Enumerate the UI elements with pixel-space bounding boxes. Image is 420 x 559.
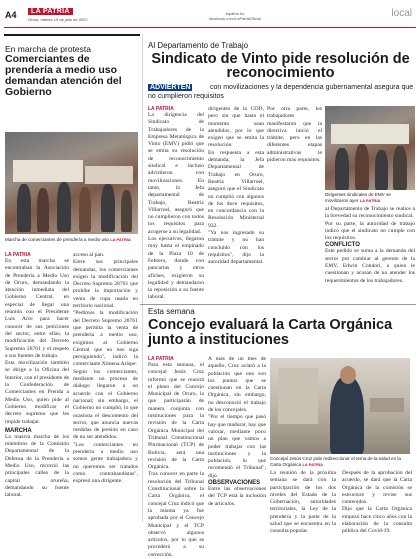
header-facebook: facebook.com/LaPatriaOficial	[208, 16, 262, 21]
bottom-col2-p3: Entre las observaciones del TCP está la inclusión de artículos.	[208, 486, 266, 507]
left-story-col2	[73, 252, 138, 486]
newspaper-logo: LA PATRIA	[28, 8, 73, 15]
top-caption-text: Dirigentes sindicales de EMV se movilizaron ayer	[325, 192, 391, 203]
top-col2-p1: dirigentes de la COD, pero sin que hasta el momento sean atendidos, por lo que exigen que se emita la resolución.	[208, 106, 264, 149]
left-story-kicker: En marcha de protesta	[5, 44, 91, 54]
bottom-caption-text: Concejal Jesús Cruz pide redireccionar el tema de la salud en la Carta Orgánica	[270, 456, 401, 467]
bottom-story-rule	[140, 304, 416, 305]
top-col2-p2: En respuesta a esta demanda, la Jefa Departamental de Trabajo en Oruro, Beatriz Villarroel, aseguró que el Sindicato no cumplió con algunos de los doce requisitos, en concordancia con la Resolución Ministerial 932.	[208, 149, 264, 229]
bottom-story-kicker: Esta semana	[148, 307, 195, 316]
top-col1-p1: La dirigencia del Sindicato de Trabajadores de la Empresa Metalúrgica de Vinto (EMV) pidió que se emita su resolución de reconocimiento sindical e incluso advirtieron con movilizaciones. En tanto, la Jefa departamental de Trabajo, Beatriz Villarroel, aseguró que no cumplieron con todos los requisitos para acogerse a su legalidad.	[148, 112, 204, 235]
top-subhead: CONFLICTO	[325, 242, 360, 249]
bottom-col1-p2: Tras conocer en parte la resolución del Tribunal Constitucional sobre la Carta Orgánica, el concejal Cruz indicó que la misma ya fue aprobada por el Concejo Municipal y el TCP observó algunos artículos, por lo que se procederá a su corrección.	[148, 471, 204, 558]
left-col2-p1: acceso al pan.	[73, 252, 105, 258]
top-caption-credit: LA PATRIA	[359, 198, 381, 203]
left-col2-p3: "Pedimos la modificación del Decreto Supremo 28761 que permita la venta de prendería a medio uso, exigimos al Gobierno Central que no nos siga persiguiendo", indicó la comerciante Ximena Arispe.	[73, 310, 138, 368]
top-byline: LA PATRIA	[148, 106, 174, 112]
top-story-col2	[208, 106, 264, 301]
issue-date: Oruro, martes 19 de julio de 2022	[28, 17, 88, 22]
advierten-text: con movilizaciones y la dependencia gubernamental asegura que	[210, 84, 414, 91]
top-col4-p3: Este pedido se suma a la demanda del sector por cambiar al gerente de la EMV, Edwin Condori, a quien le cuestionan y acusan de no atender los requerimientos de los trabajadores.	[325, 248, 415, 284]
left-byline: LA PATRIA	[5, 252, 31, 258]
bottom-caption-credit: LA PATRIA	[302, 462, 324, 467]
bottom-col2-p1: A más de un mes de aquello, Cruz aclaró a la población que uno son los puntos que se cuestionan en la Carta Orgánica, sin embargo, no desconoció el trabajo de los concejales.	[208, 356, 266, 414]
left-subhead: MARCHA	[5, 427, 32, 434]
left-col1-p2: Esta movilización también se dirige a la Oficina del Interior, con el presidente de la Confederación de Comerciantes en Prenda a Medio Uso, quien pide al Gobierno modificar el decreto supremo que les impide trabajar.	[5, 360, 69, 425]
top-story-col1	[148, 106, 204, 301]
left-col2-p4: Según los comerciantes, mediante un proceso de diálogo llegaron a un acuerdo con el Gobierno nacional; sin embargo, el Gobierno no cumplió, lo que ocasiona el descontento del sector, que anuncia nuevas medidas de presión en caso de no ser atendidos.	[73, 368, 138, 441]
left-story-title: Comerciantes de prendería a medio uso demandan atención del Gobierno	[5, 53, 122, 98]
bottom-col3-p3: Dijo que la Carta Orgánica empezó hace cinco años con la elaboración de la consulta pública del Covid-19.	[342, 506, 412, 535]
union-leaders-photo	[325, 106, 415, 190]
bottom-col3-p1: La reunión de la próxima semana se dará con la participación de los dos niveles del Estado de la Gobernación, autoridades territoriales, la Ley de la prendería y la parte de la salud que se encuentra en la consulta popular.	[270, 470, 336, 535]
top-col2-p3: "Ya nos ingresado su trámite y no han concluido con los requisitos", dijo la autoridad departamental.	[208, 230, 264, 266]
top-story-kicker: Al Departamento de Trabajo	[148, 41, 249, 50]
left-col1-p1: En esta marcha se encontraban la Asociación de Prendería a Medio Uso de Oruro, demandando la atención inmediata del Gobierno Central, en especial de llegar una reunión con el Presidente Luis Arce para hacer conocer de sus peticiones del sector, entre ellas, la modificación del Decreto Supremo 28761 y el respeto a sus fuentes de trabajo.	[5, 258, 69, 359]
header-website: lapatria.bo	[225, 11, 245, 16]
top-story-title: Sindicato de Vinto pide resolución de reconocimiento	[151, 51, 410, 81]
top-col4-p1: al Departamento de Trabajo se realice a la brevedad su reconocimiento sindical.	[325, 206, 415, 220]
advierten-text-continued: no cumplieron requisitos	[148, 93, 224, 100]
bottom-story-title: Concejo evaluará la Carta Orgánica junto a instituciones	[148, 317, 393, 348]
councilman-photo	[270, 358, 410, 454]
top-photo-caption	[325, 192, 415, 204]
page-number: A4	[5, 10, 17, 20]
header-links	[195, 11, 275, 21]
bottom-col3-p2: Después de la aprobación del acuerdo, se dará que la Carta Orgánica de la comisión se estructure y revise sus contenidos.	[342, 470, 412, 506]
top-col4-p2: Por su parte, la autoridad de trabajo indicó que el sindicato no cumple con los requisitos.	[325, 220, 415, 242]
column-divider	[142, 34, 143, 522]
bottom-col2-p2: "Por el tiempo que pasó hay que madurar, hay que valorar, mediante poco un plan que vamos a poder trabajar con las instituciones y la población, lo que recomendó el Tribunal", dijo.	[208, 414, 266, 479]
header-rule	[4, 27, 416, 28]
bottom-story-col1	[148, 356, 204, 558]
bottom-col1-p1: Para esta semana, el concejal Jesús Cruz informó que se reunirá el pleno del Concejo Municipal de Oruro, la que participarán de manera conjunta con instituciones para la revisión de la Carta Orgánica Municipal del Tribunal Constitucional Plurinacional (TCP) de Bolivia, será una revisión de la Carta Orgánica.	[148, 362, 204, 471]
top-col3-p1: Por otra parte, los trabajadores manifestaron que la directiva inició el trámite, pero en las diferentes etapas administrativas le pidieron más requisitos.	[267, 106, 322, 164]
section-label: local	[391, 8, 412, 19]
top-story-col4	[325, 206, 415, 301]
top-col1-p2: Los ejecutivos, llegaron muy hasta el empinado de la Plaza 10 de Febrero, donde con pancartas y otros afiches, exigieron su legalidad y demandaron la reposición a su fuente laboral.	[148, 236, 204, 301]
protest-march-photo	[5, 132, 138, 234]
bottom-story-col4	[342, 470, 412, 535]
left-col1-p3: La masiva marcha de los miembros de la Comisión Departamental de la Defensa de la Prendería a Medio Uso, recorrió las principales calles de la capital orureña, demandando su fuente laboral.	[5, 433, 69, 499]
left-caption-credit: LA PATRIA	[110, 237, 131, 242]
left-col2-p2: Entre sus principales demandas, los comerciantes exigen la modificación del Decreto Supremo 28761 que prohíbe la importación y venta de ropa usada en territorio nacional.	[73, 259, 138, 310]
left-col2-p5: "Los comerciantes en prendería a medio uso somos gente trabajadora y no queremos ser tratados como contrabandistas", expresó una dirigente.	[73, 441, 138, 485]
bottom-subhead: OBSERVACIONES	[208, 480, 261, 487]
bottom-story-col2	[208, 356, 266, 522]
left-story-col1	[5, 252, 69, 500]
left-caption-text: Marcha de comerciantes de prendería a medio uso	[5, 237, 109, 242]
bottom-photo-caption	[270, 456, 410, 468]
bottom-byline: LA PATRIA	[148, 356, 174, 362]
advierten-label: ADVIERTEN	[150, 84, 191, 91]
left-photo-caption	[5, 237, 138, 243]
top-story-col3	[267, 106, 322, 301]
bottom-story-col3	[270, 470, 336, 535]
